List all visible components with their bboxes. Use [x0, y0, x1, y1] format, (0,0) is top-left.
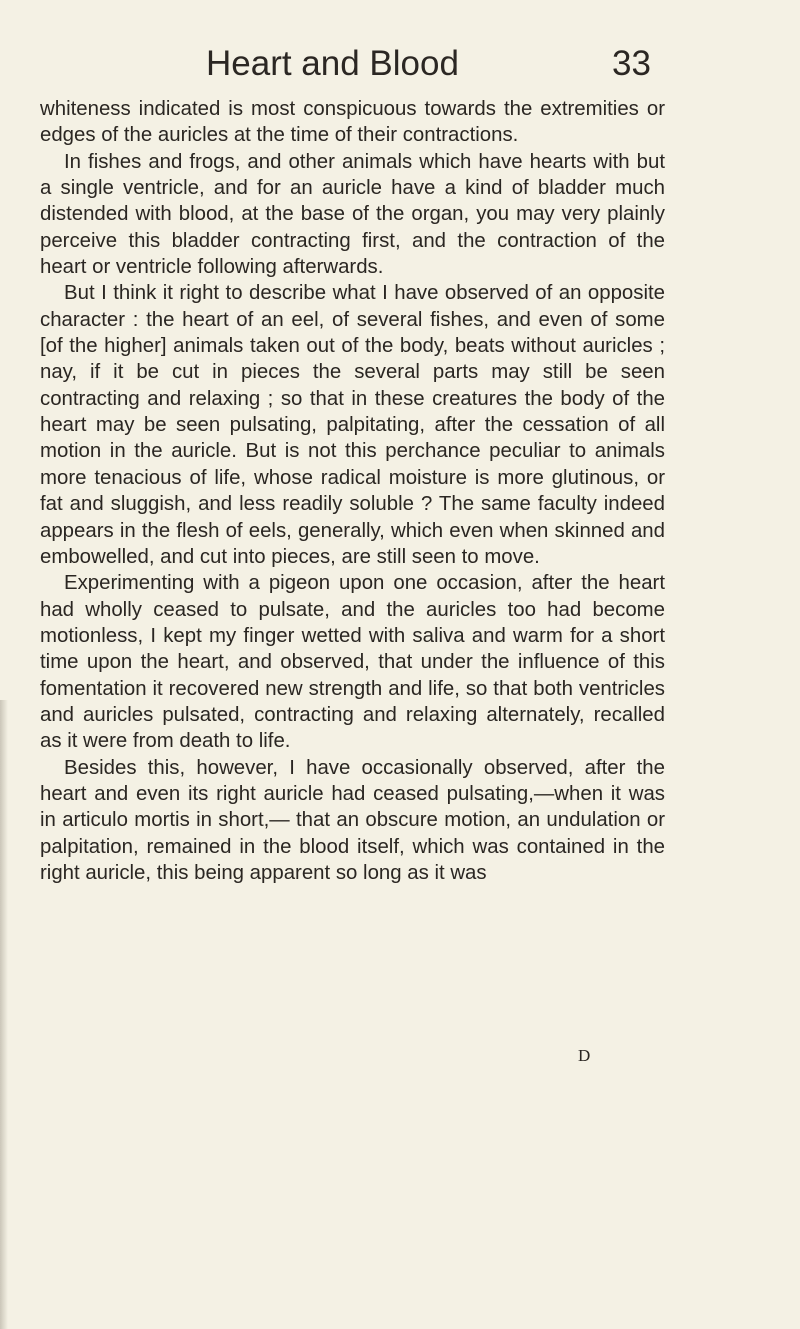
gutter-shadow [0, 700, 8, 1329]
paragraph: In fishes and frogs, and other animals which have hearts with but a single ventricle, and for an auricle have a kind of bladder much distended with blood, at the base of the organ, you may very plainly perceive this bladder contracting first, and the contraction of the heart or ventricle following afterwards. [40, 150, 665, 279]
running-title: Heart and Blood [206, 44, 459, 83]
paragraph: But I think it right to describe what I have observed of an opposite character : the heart of an eel, of several fishes, and even of some [of the higher] animals taken out of the body, beats without auricles ; nay, if it be cut in pieces the several parts may still be seen contracting and relaxing ; so that in these creatures the body of the heart may be seen pulsating, palpitating, after the cessation of all motion in the auricle. But is not this perchance peculiar to animals more tenacious of life, whose radical moisture is more glutinous, or fat and sluggish, and less readily soluble ? The same faculty indeed appears in the flesh of eels, generally, which even when skinned and embowelled, and cut into pieces, are still seen to move. [40, 282, 665, 568]
signature-mark: D [578, 1046, 591, 1065]
page-number: 33 [612, 44, 651, 83]
body-text [40, 96, 665, 886]
paragraph: whiteness indicated is most conspicuous towards the extremities or edges of the auricles at the time of their contractions. [40, 98, 665, 147]
paragraph: Experimenting with a pigeon upon one occasion, after the heart had wholly ceased to pulsate, and the auricles too had become motionless, I kept my finger wetted with saliva and warm for a short time upon the heart, and observed, that under the influence of this fomentation it recovered new strength and life, so that both ventricles and auricles pulsated, contracting and relaxing alternately, recalled as it were from death to life. [40, 572, 665, 753]
paragraph: Besides this, however, I have occasionally observed, after the heart and even its right auricle had ceased pulsating,—when it was in articulo mortis in short,— that an obscure motion, an undulation or palpitation, remained in the blood itself, which was contained in the right auricle, this being apparent so long as it was [40, 756, 665, 884]
running-head [0, 40, 800, 90]
